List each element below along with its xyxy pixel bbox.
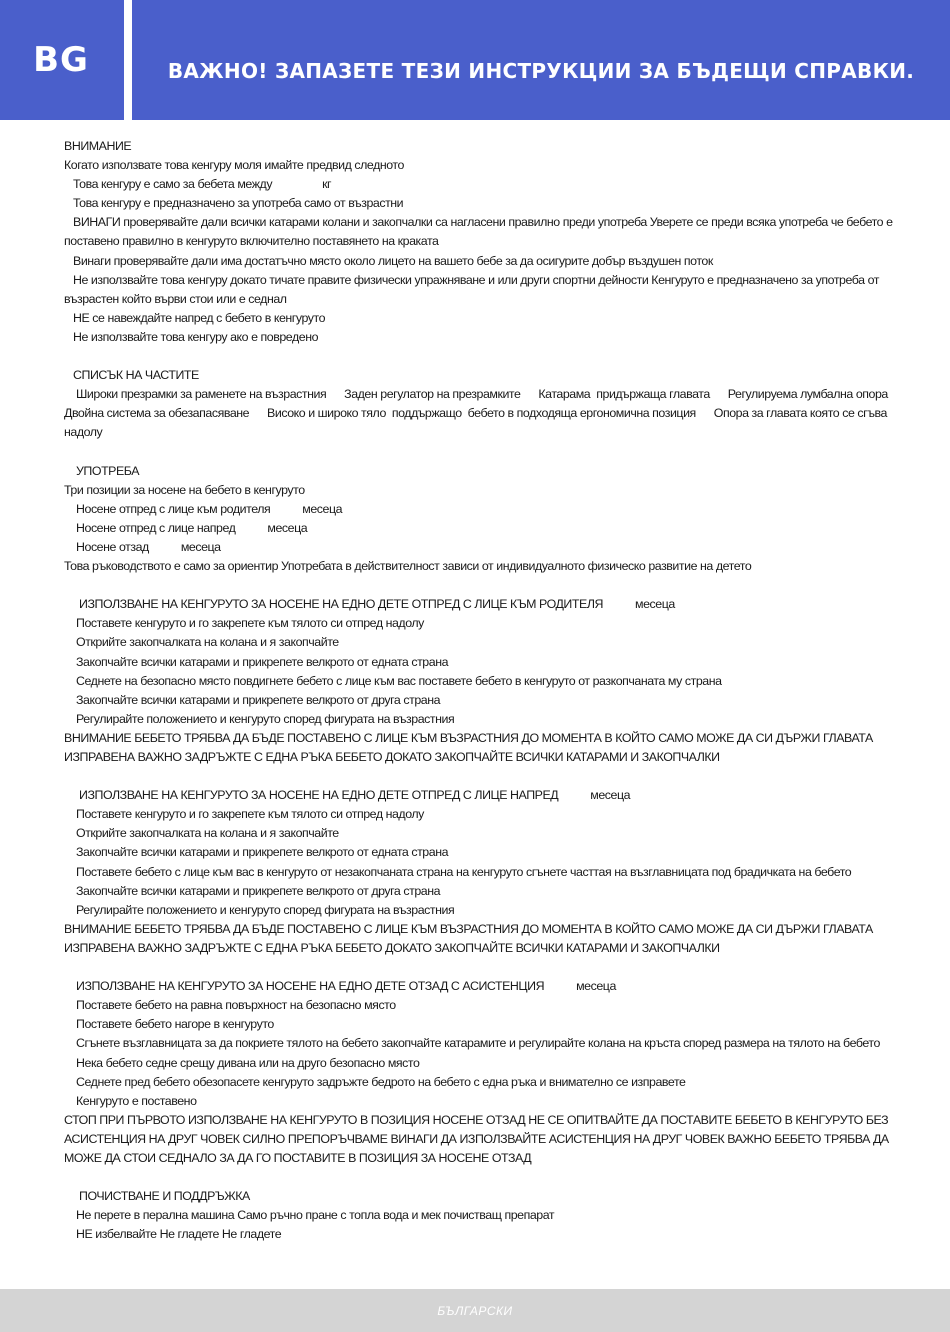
section-warning: СТОП ПРИ ПЪРВОТО ИЗПОЛЗВАНЕ НА КЕНГУРУТО В ПОЗИЦИЯ НОСЕНЕ ОТЗАД НЕ СЕ ОПИТВАЙТЕ ДА ПОСТАВИТЕ БЕБЕТО В КЕНГУРУТО БЕЗ АСИСТЕНЦИЯ НА ДРУГ ЧОВЕК СИЛНО ПРЕПОРЪЧВАМЕ ВИНАГИ ДА ИЗПОЛЗВАЙТЕ АСИСТЕНЦИЯ НА ДРУГ ЧОВЕК ВАЖНО БЕБЕТО ТРЯБВА ДА МОЖЕ ДА СТОИ СЕДНАЛО ЗА ДА ГО ПОСТАВИТЕ В ПОЗИЦИЯ ЗА НОСЕНЕ ОТЗАД [64,1112,889,1165]
step: Регулирайте положението и кенгуруто според фигурата на възрастния [76,902,455,917]
warning-item: Не използвайте това кенгуру ако е повредено [73,329,319,344]
step: Закопчайте всички катарами и прикрепете велкрото от друга страна [76,692,441,707]
warning-item: Това кенгуру е само за бебета между кг [73,177,332,192]
section-heading: ИЗПОЛЗВАНЕ НА КЕНГУРУТО ЗА НОСЕНЕ НА ЕДНО ДЕТЕ ОТПРЕД С ЛИЦЕ КЪМ РОДИТЕЛЯ месеца [79,597,675,612]
section-warning: ВНИМАНИЕ БЕБЕТО ТРЯБВА ДА БЪДЕ ПОСТАВЕНО С ЛИЦЕ КЪМ ВЪЗРАСТНИЯ ДО МОМЕНТА В КОЙТО САМО МОЖЕ ДА СИ ДЪРЖИ ГЛАВАТА ИЗПРАВЕНА ВАЖНО ЗАДРЪЖТЕ С ЕДНА РЪКА БЕБЕТО ДОКАТО ЗАКОПЧАЙТЕ ВСИЧКИ КАТАРАМИ И ЗАКОПЧАЛКИ [64,730,873,764]
usage-position: Носене отпред с лице към родителя месеца [76,501,343,516]
step: Закопчайте всички катарами и прикрепете велкрото от едната страна [76,654,449,669]
parts-heading: СПИСЪК НА ЧАСТИТЕ [73,368,199,383]
warning-item: Не използвайте това кенгуру докато тичате правите физически упражняване и или други спортни дейности Кенгуруто е предназначено за употреба от възрастен който върви стои или е седнал [64,272,879,306]
step: Седнете на безопасно място повдигнете бебето с лице към вас поставете бебето в кенгуруто от разкопчаната му страна [76,673,722,688]
warning-item: Това кенгуру е предназначено за употреба само от възрастни [73,196,404,211]
step: Регулирайте положението и кенгуруто според фигурата на възрастния [76,711,455,726]
warning-intro: Когато използвате това кенгуру моля имайте предвид следното [64,158,404,173]
section-heading: ИЗПОЛЗВАНЕ НА КЕНГУРУТО ЗА НОСЕНЕ НА ЕДНО ДЕТЕ ОТПРЕД С ЛИЦЕ НАПРЕД месеца [79,788,631,803]
step: Поставете бебето на равна повърхност на безопасно място [76,998,396,1013]
step: Поставете кенгуруто и го закрепете към тялото си отпред надолу [76,616,424,631]
step: Закопчайте всички катарами и прикрепете велкрото от друга страна [76,883,441,898]
step: Кенгуруто е поставено [76,1093,197,1108]
usage-intro: Три позиции за носене на бебето в кенгуруто [64,482,305,497]
usage-position: Носене отпред с лице напред месеца [76,520,308,535]
instructions-body [64,137,906,1244]
warning-item: Винаги проверявайте дали има достатъчно място около лицето на вашето бебе за да осигурите добър въздушен поток [73,253,713,268]
footer-language-label: БЪЛГАРСКИ [437,1303,513,1318]
care-item: Не перете в перална машина Само ръчно пране с топла вода и мек почистващ препарат [76,1208,555,1223]
step: Сгънете възглавницата за да покриете тялото на бебето закопчайте катарамите и регулирайте колана на кръста според размера на тялото на бебето [76,1036,880,1051]
step: Седнете пред бебето обезопасете кенгуруто задръжте бедрото на бебето с една ръка и внимателно се изправете [76,1074,686,1089]
section-heading: ИЗПОЛЗВАНЕ НА КЕНГУРУТО ЗА НОСЕНЕ НА ЕДНО ДЕТЕ ОТЗАД С АСИСТЕНЦИЯ месеца [76,979,616,994]
step: Поставете бебето нагоре в кенгуруто [76,1017,274,1032]
care-heading: ПОЧИСТВАНЕ И ПОДДРЪЖКА [79,1189,250,1204]
usage-heading: УПОТРЕБА [76,463,140,478]
page-title: ВАЖНО! ЗАПАЗЕТЕ ТЕЗИ ИНСТРУКЦИИ ЗА БЪДЕЩИ СПРАВКИ. [167,59,915,83]
warning-heading: ВНИМАНИЕ [64,139,132,153]
step: Закопчайте всички катарами и прикрепете велкрото от едната страна [76,845,449,860]
page-header [0,0,950,120]
language-code: BG [33,40,89,80]
usage-note: Това ръководството е само за ориентир Употребата в действителност зависи от индивидуалното физическо развитие на детето [64,559,752,574]
section-warning: ВНИМАНИЕ БЕБЕТО ТРЯБВА ДА БЪДЕ ПОСТАВЕНО С ЛИЦЕ КЪМ ВЪЗРАСТНИЯ ДО МОМЕНТА В КОЙТО САМО МОЖЕ ДА СИ ДЪРЖИ ГЛАВАТА ИЗПРАВЕНА ВАЖНО ЗАДРЪЖТЕ С ЕДНА РЪКА БЕБЕТО ДОКАТО ЗАКОПЧАЙТЕ ВСИЧКИ КАТАРАМИ И ЗАКОПЧАЛКИ [64,921,873,955]
warning-item: ВИНАГИ проверявайте дали всички катарами колани и закопчалки са нагласени правилно преди употреба Уверете се преди всяка употреба че бебето е поставено правилно в кенгуруто включително поставянето на краката [64,215,893,249]
care-item: НЕ избелвайте Не гладете Не гладете [76,1227,282,1242]
warning-item: НЕ се навеждайте напред с бебето в кенгуруто [73,310,326,325]
step: Поставете кенгуруто и го закрепете към тялото си отпред надолу [76,807,424,822]
step: Открийте закопчалката на колана и я закопчайте [76,635,339,650]
header-divider [124,0,132,120]
step: Нека бебето седне срещу дивана или на друго безопасно място [76,1055,420,1070]
usage-position: Носене отзад месеца [76,539,221,554]
step: Поставете бебето с лице към вас в кенгуруто от незакопчаната страна на кенгуруто сгънете часттая на възглавницата под брадичката на бебето [76,864,852,879]
page-footer [0,1289,950,1332]
step: Открийте закопчалката на колана и я закопчайте [76,826,339,841]
parts-list: Широки презрамки за раменете на възрастния Заден регулатор на презрамките Катарама придържаща главата Регулируема лумбална опора Двойна система за обезапасяване Високо и широко тяло поддържащо бебето в подходяща ергономична позиция Опора за главата която се сгъва надолу [64,387,906,440]
